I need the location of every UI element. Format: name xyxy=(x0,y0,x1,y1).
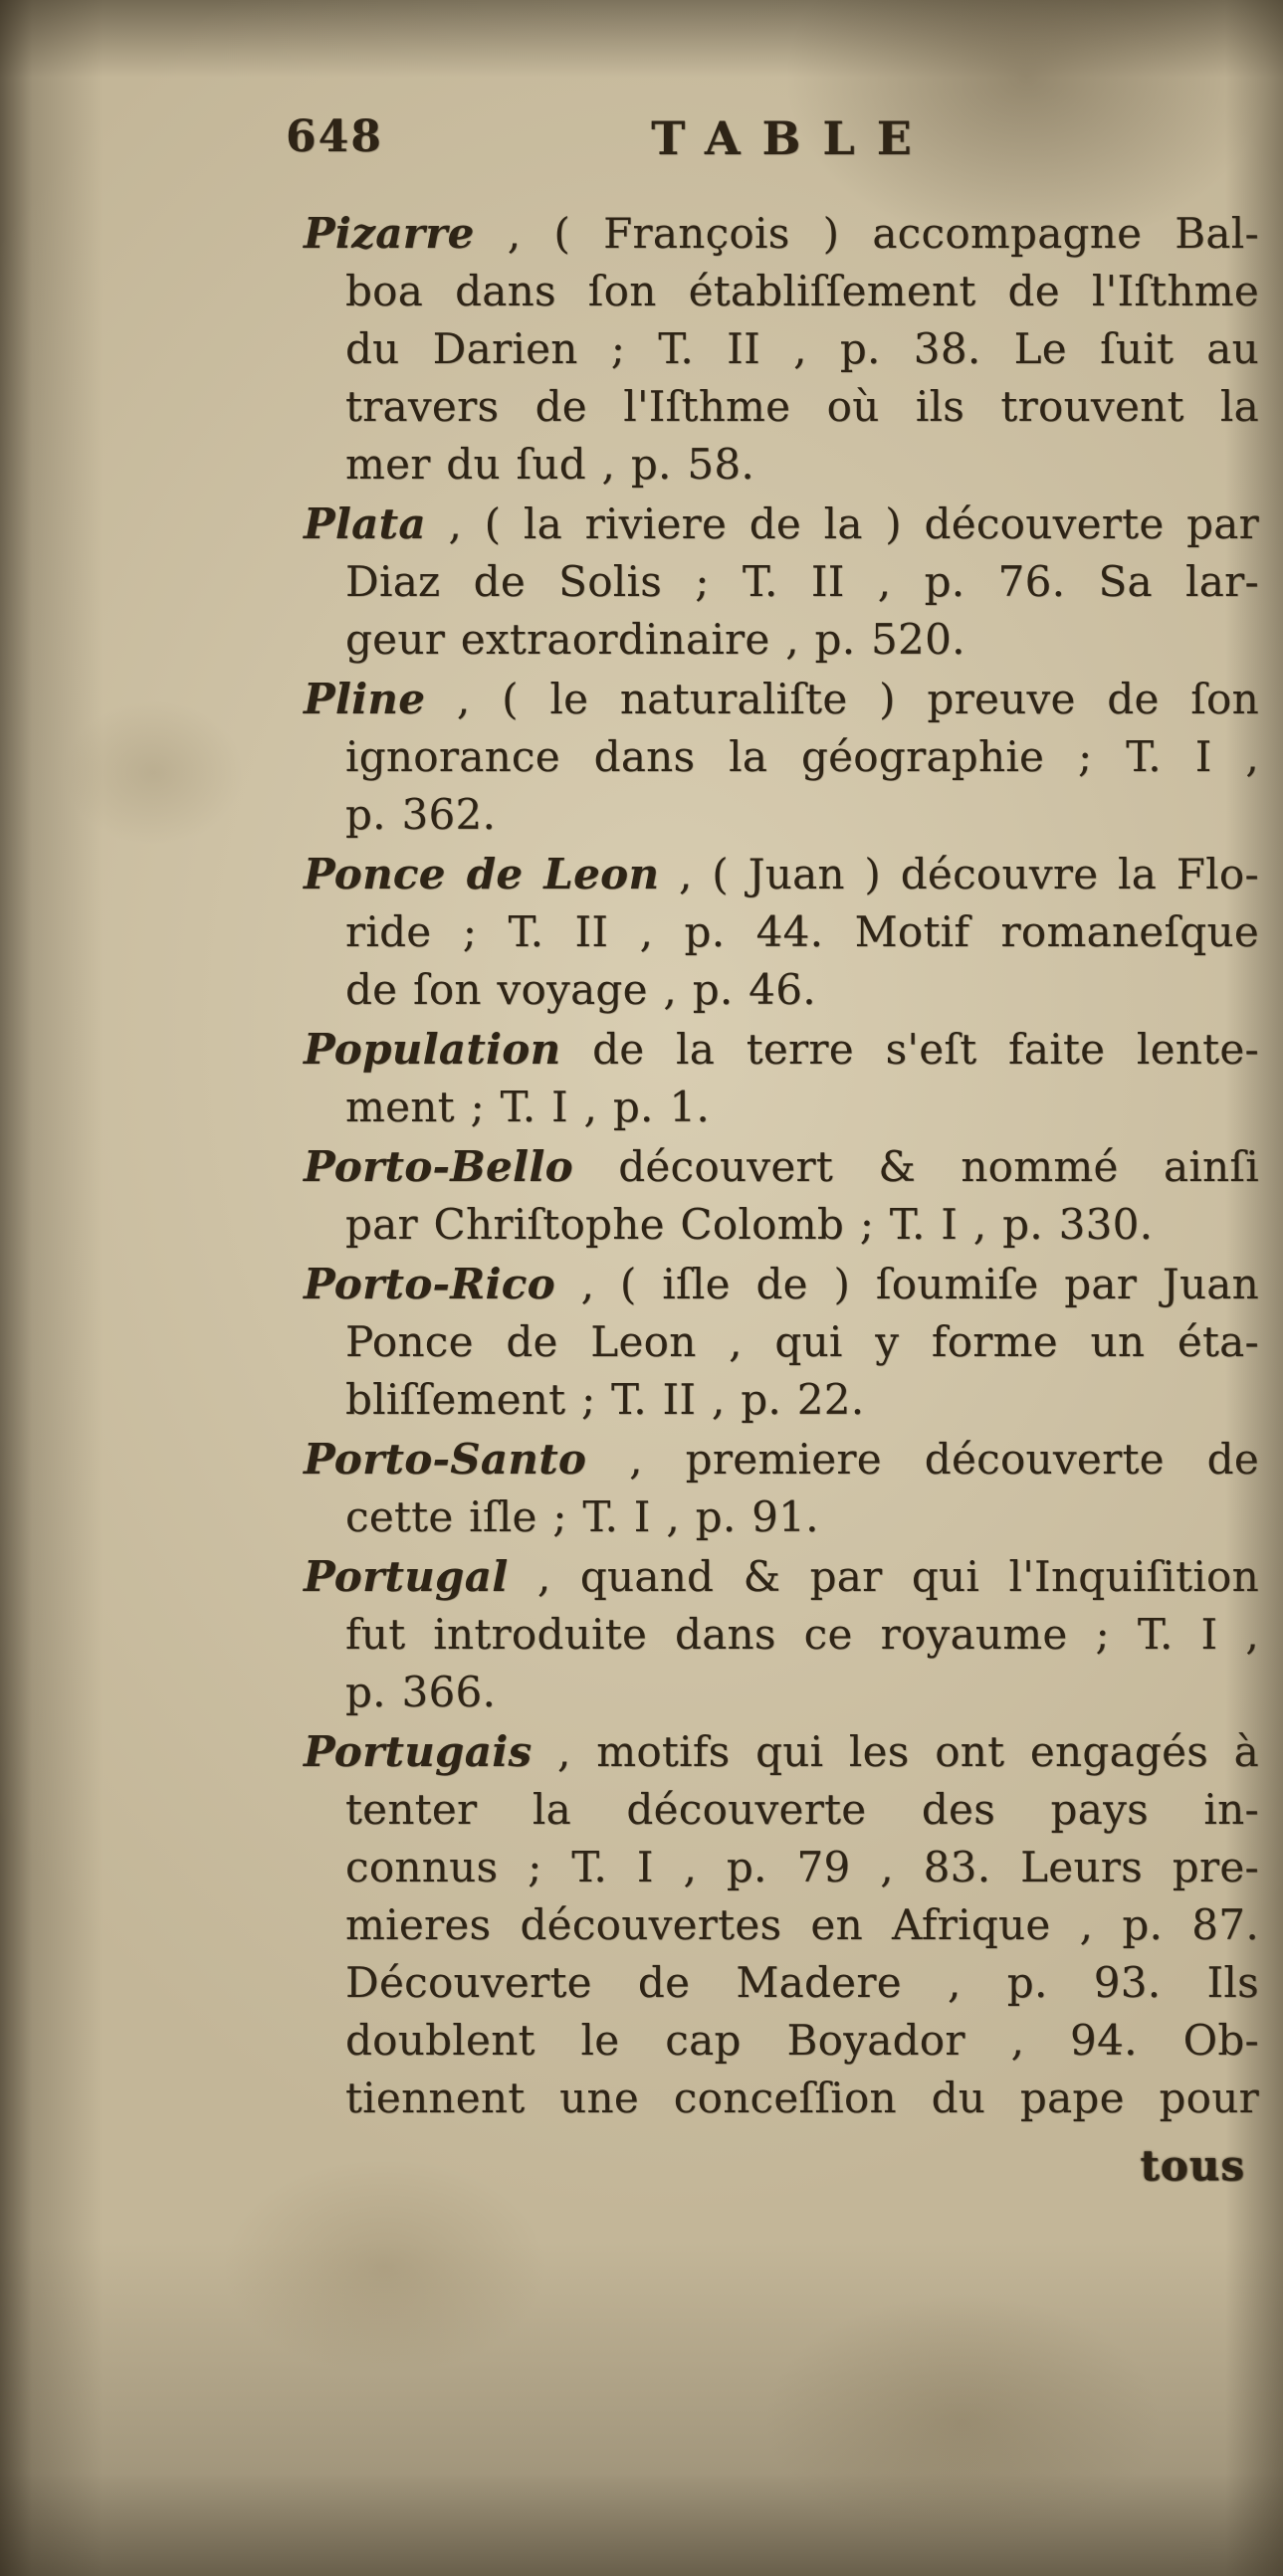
entry-line: geur extraordinaire , p. 520. xyxy=(345,615,965,664)
entry-line: Plata , ( la riviere de la ) découverte par xyxy=(304,499,1259,548)
index-entry xyxy=(304,1256,1259,1429)
index-entry xyxy=(304,846,1259,1019)
page-title: TABLE xyxy=(651,111,934,165)
index-entry xyxy=(304,1138,1259,1254)
entry-line: connus ; T. I , p. 79 , 83. Leurs pre- xyxy=(345,1843,1259,1891)
entry-line: ride ; T. II , p. 44. Motif romaneſque xyxy=(345,907,1259,956)
entry-headword: Porto-Bello xyxy=(304,1142,573,1191)
entry-headword: Porto-Santo xyxy=(304,1435,587,1484)
entry-line: tenter la découverte des pays in- xyxy=(345,1785,1259,1834)
index-entries xyxy=(304,205,1259,2127)
page-number: 648 xyxy=(286,111,383,162)
entry-line: Ponce de Leon , ( Juan ) découvre la Flo- xyxy=(304,850,1259,898)
entry-headword: Portugal xyxy=(304,1552,509,1601)
index-entry xyxy=(304,495,1259,669)
entry-line: Pline , ( le naturaliſte ) preuve de ſon xyxy=(304,675,1259,723)
entry-headword: Population xyxy=(304,1025,561,1074)
entry-line: p. 362. xyxy=(345,790,497,839)
entry-line: de ſon voyage , p. 46. xyxy=(345,965,816,1014)
entry-line: fut introduite dans ce royaume ; T. I , xyxy=(345,1610,1259,1659)
text-block xyxy=(286,111,1259,2190)
entry-line: Pizarre , ( François ) accompagne Bal- xyxy=(304,209,1259,258)
entry-headword: Porto-Rico xyxy=(304,1260,555,1308)
entry-headword: Pizarre xyxy=(304,209,475,258)
catchword: tous xyxy=(1140,2141,1245,2190)
entry-line: Portugal , quand & par qui l'Inquiſition xyxy=(304,1552,1259,1601)
entry-line: Portugais , motifs qui les ont engagés à xyxy=(304,1727,1259,1776)
entry-line: par Chriſtophe Colomb ; T. I , p. 330. xyxy=(345,1200,1154,1249)
entry-line: ment ; T. I , p. 1. xyxy=(345,1083,711,1131)
entry-line: p. 366. xyxy=(345,1668,497,1716)
entry-headword: Ponce de Leon xyxy=(304,850,660,898)
index-entry xyxy=(304,1723,1259,2127)
entry-line: Diaz de Solis ; T. II , p. 76. Sa lar- xyxy=(345,557,1259,606)
entry-line: mieres découvertes en Afrique , p. 87. xyxy=(345,1900,1259,1949)
entry-line: travers de l'Iſthme où ils trouvent la xyxy=(345,382,1259,431)
index-entry xyxy=(304,205,1259,494)
index-entry xyxy=(304,671,1259,844)
entry-line: cette iſle ; T. I , p. 91. xyxy=(345,1492,819,1541)
entry-line: Population de la terre s'eſt faite lente- xyxy=(304,1025,1259,1074)
entry-line: Porto-Rico , ( iſle de ) ſoumiſe par Juan xyxy=(304,1260,1259,1308)
entry-headword: Portugais xyxy=(304,1727,533,1776)
index-entry xyxy=(304,1021,1259,1136)
entry-line: ignorance dans la géographie ; T. I , xyxy=(345,732,1259,781)
entry-headword: Pline xyxy=(304,675,426,723)
entry-line: boa dans ſon établiſſement de l'Iſthme xyxy=(345,267,1259,315)
entry-line: doublent le cap Boyador , 94. Ob- xyxy=(345,2016,1259,2065)
entry-line: Porto-Santo , premiere découverte de xyxy=(304,1435,1259,1484)
entry-line: Ponce de Leon , qui y forme un éta- xyxy=(345,1317,1259,1366)
entry-line: du Darien ; T. II , p. 38. Le ſuit au xyxy=(345,324,1259,373)
index-entry xyxy=(304,1548,1259,1721)
entry-line: tiennent une conceſſion du pape pour xyxy=(345,2074,1259,2122)
entry-line: Découverte de Madere , p. 93. Ils xyxy=(345,1958,1259,2007)
entry-line: bliſſement ; T. II , p. 22. xyxy=(345,1375,865,1424)
page-header xyxy=(286,111,1259,181)
entry-line: mer du ſud , p. 58. xyxy=(345,440,755,489)
entry-line: Porto-Bello découvert & nommé ainſi xyxy=(304,1142,1259,1191)
entry-headword: Plata xyxy=(304,499,426,548)
index-entry xyxy=(304,1431,1259,1546)
